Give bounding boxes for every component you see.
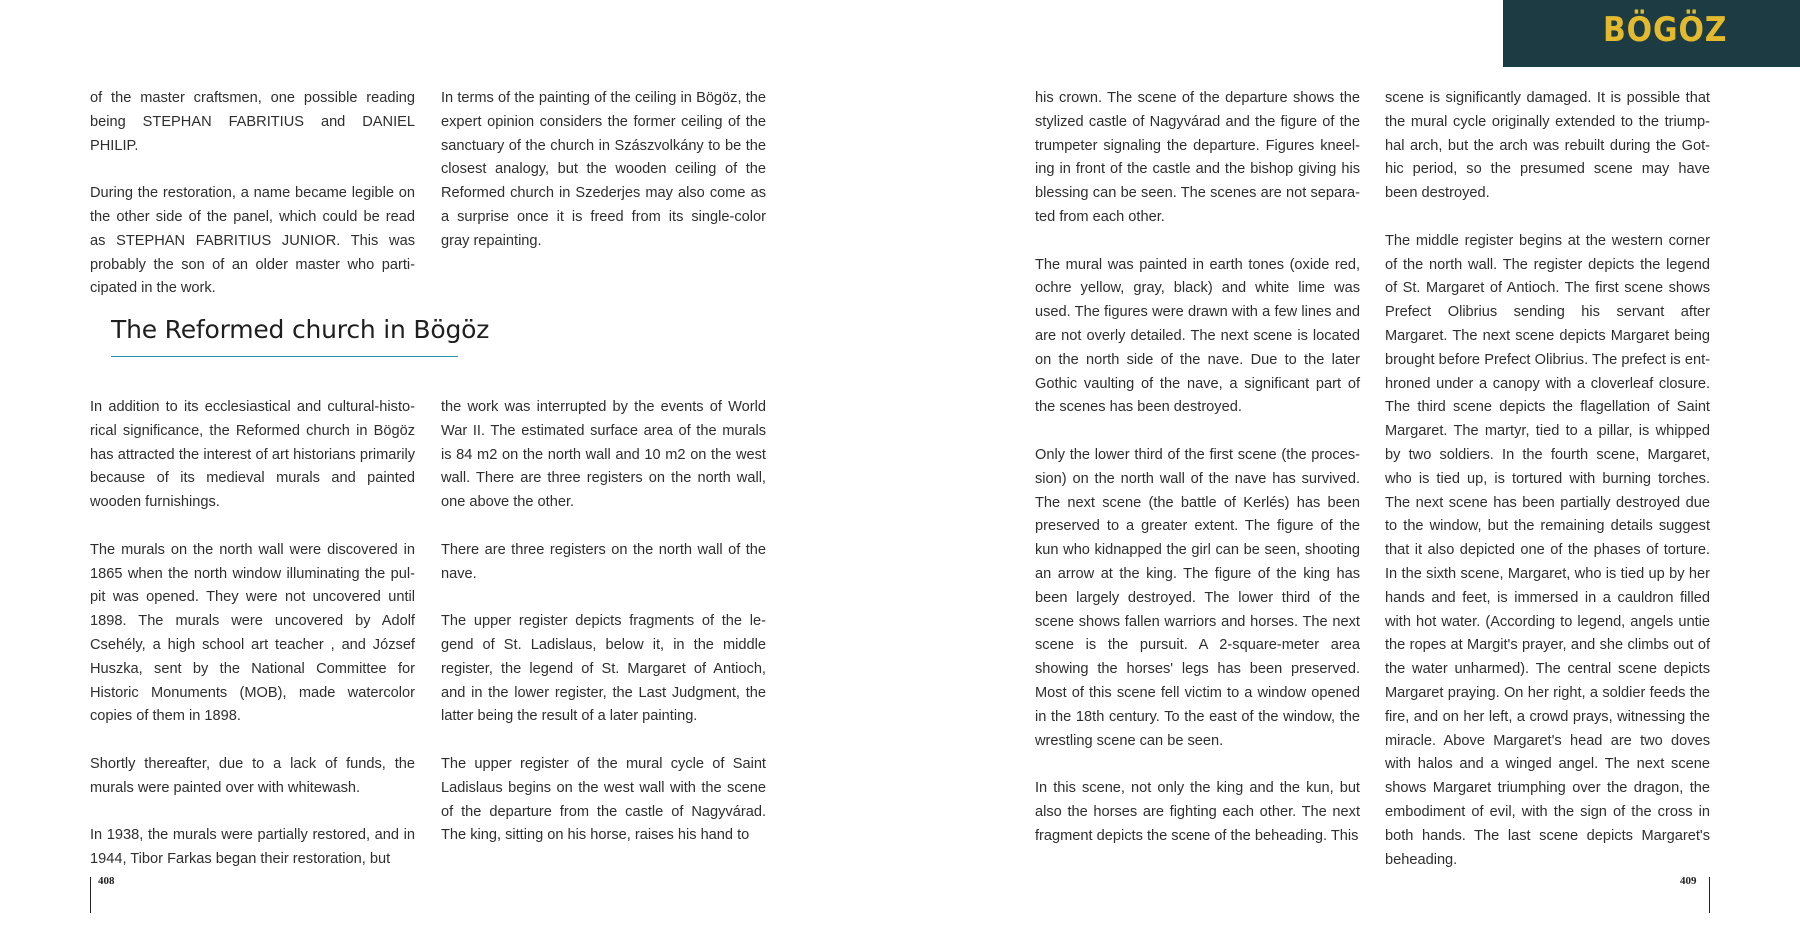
page-number-left: 408	[98, 875, 115, 887]
paragraph: his crown. The scene of the departure shows the stylized castle of Nagyvárad and the figure of the trumpeter signaling the departure. Figures kneeling in front of the castle and the bishop giving his blessing can be seen. The scenes are not separated from each other.	[1035, 90, 1360, 225]
paragraph: scene is significantly damaged. It is possible that the mural cycle originally extended to the triumphal arch, but the arch was rebuilt during the Gothic period, so the presumed scene may have been destroyed.	[1385, 90, 1710, 202]
paragraph: The middle register begins at the western corner of the north wall. The register depicts the legend of St. Margaret of Antioch. The first scene shows Prefect Olibrius sending his servant after Margaret. The next scene depicts Margaret being brought before Prefect Olibrius. The prefect is enthroned under a canopy with a cloverleaf closure. The third scene depicts the flagellation of Saint Margaret. The martyr, tied to a pillar, is whipped by two soldiers. In the fourth scene, Margaret, who is tied up, is tortured with burning torches. The next scene has been partially destroyed due to the window, but the remaining details suggest that it also depicted one of the phases of torture. In the sixth scene, Margaret, who is tied up by her hands and feet, is immersed in a cauldron filled with hot water. (According to legend, angels untie the ropes at Margit's prayer, and she climbs out of the water unharmed). The central scene depicts Margaret praying. On her right, a soldier feeds the fire, and on her left, a crowd prays, witnessing the miracle. Above Margaret's head are two doves with halos and a winged angel. The next scene shows Margaret triumphing over the dragon, the embodiment of evil, with the sign of the cross in both hands. The last scene depicts Margaret's beheading.	[1385, 232, 1710, 868]
left-page-column-1	[90, 87, 415, 301]
paragraph: the work was interrupted by the events of World War II. The estimated surface area of the murals is 84 m2 on the north wall and 10 m2 on the west wall. There are three registers on the north wall, one above the other.	[441, 399, 766, 511]
folio-rule-left	[90, 877, 91, 913]
paragraph: There are three registers on the north wall of the nave.	[441, 541, 766, 582]
paragraph: of the master craftsmen, one possible reading being STEPHAN FABRITIUS and DANIEL PHILIP.	[90, 90, 415, 154]
paragraph: Shortly thereafter, due to a lack of funds, the murals were painted over with whitewash.	[90, 755, 415, 796]
section-heading: The Reformed church in Bögöz	[111, 315, 490, 344]
paragraph: The upper register of the mural cycle of Saint Ladislaus begins on the west wall with the scene of the departure from the castle of Nagyvárad. The king, sitting on his horse, raises his hand to	[441, 755, 766, 844]
chapter-title: BÖGÖZ	[1603, 10, 1728, 50]
paragraph: In terms of the painting of the ceiling in Bögöz, the expert opinion considers the former ceiling of the sanctuary of the church in Szászvolkány to be the closest analogy, but the wooden ceiling of the Reformed church in Szederjes may also come as a surprise once it is freed from its single-color gray repainting.	[441, 90, 766, 249]
paragraph: The upper register depicts fragments of the legend of St. Ladislaus, below it, in the middle register, the legend of St. Margaret of Antioch, and in the lower register, the Last Judgment, the latter being the result of a later painting.	[441, 613, 766, 725]
paragraph: The murals on the north wall were discovered in 1865 when the north window illuminating the pulpit was opened. They were not uncovered until 1898. The murals were uncovered by Adolf Csehély, a high school art teacher , and József Huszka, sent by the National Committee for Historic Monuments (MOB), made watercolor copies of them in 1898.	[90, 541, 415, 725]
right-page-column-2	[1385, 87, 1710, 872]
paragraph: In this scene, not only the king and the kun, but also the horses are fighting each other. The next fragment depicts the scene of the beheading. This	[1035, 780, 1360, 844]
paragraph: In addition to its ecclesiastical and cultural-historical significance, the Reformed church in Bögöz has attracted the interest of art historians primarily because of its medieval murals and painted wooden furnishings.	[90, 399, 415, 511]
paragraph: During the restoration, a name became legible on the other side of the panel, which could be read as STEPHAN FABRITIUS JUNIOR. This was probably the son of an older master who participated in the work.	[90, 185, 415, 297]
folio-rule-right	[1709, 877, 1710, 913]
left-page-column-4	[441, 396, 766, 848]
right-page-column-1	[1035, 87, 1360, 849]
paragraph: Only the lower third of the first scene (the procession) on the north wall of the nave has survived. The next scene (the battle of Kerlés) has been preserved to a greater extent. The figure of the kun who kidnapped the girl can be seen, shooting an arrow at the king. The figure of the king has been largely destroyed. The lower third of the scene shows fallen warriors and horses. The next scene is the pursuit. A 2-square-meter area showing the horses' legs has been preserved. Most of this scene fell victim to a window opened in the 18th century. To the east of the window, the wrestling scene can be seen.	[1035, 446, 1360, 749]
paragraph: The mural was painted in earth tones (oxide red, ochre yellow, gray, black) and white lime was used. The figures were drawn with a few lines and are not overly detailed. The next scene is located on the north side of the nave. Due to the later Gothic vaulting of the nave, a significant part of the scenes has been destroyed.	[1035, 256, 1360, 416]
left-page-column-3	[90, 396, 415, 872]
left-page-column-2	[441, 87, 766, 254]
heading-underline	[111, 356, 458, 357]
page-number-right: 409	[1680, 875, 1697, 887]
paragraph: In 1938, the murals were partially restored, and in 1944, Tibor Farkas began their restoration, but	[90, 827, 415, 868]
